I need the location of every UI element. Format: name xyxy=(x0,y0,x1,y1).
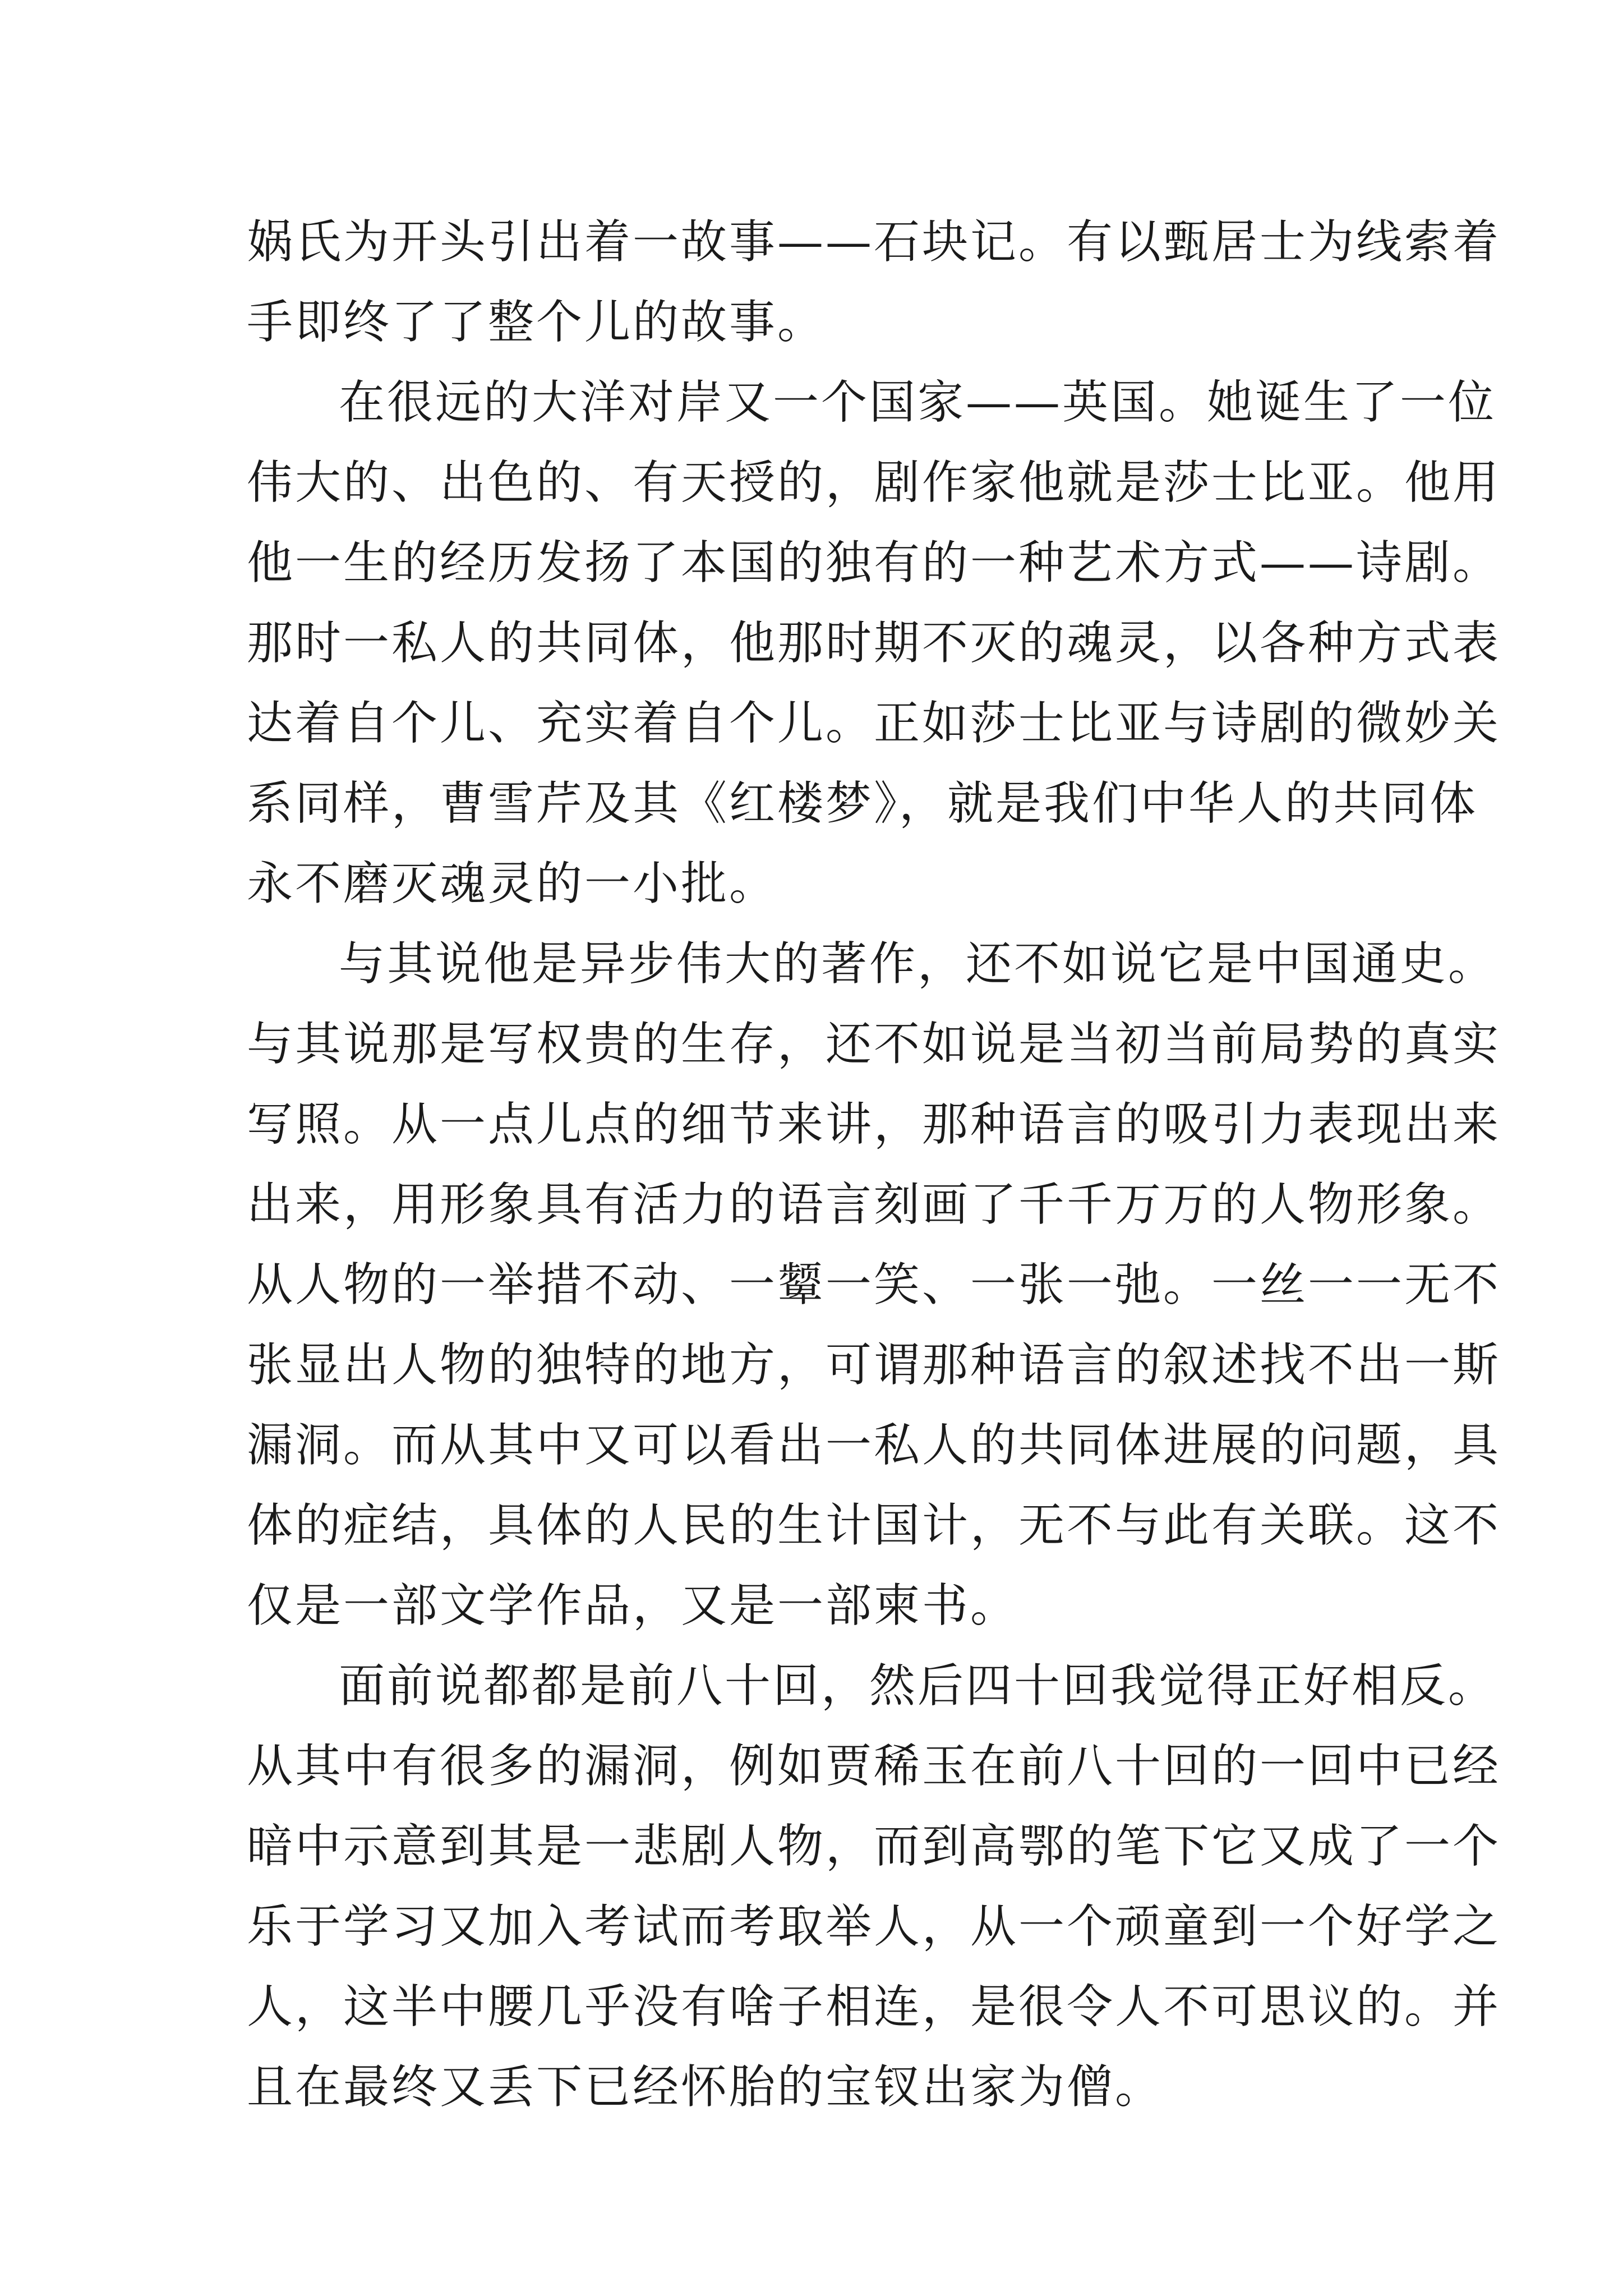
text-line: 体的症结，具体的人民的生计国计，无不与此有关联。这不 xyxy=(247,1499,1501,1552)
text-line: 永不磨灭魂灵的一小批。 xyxy=(247,857,778,910)
text-line: 达着自个儿、充实着自个儿。正如莎士比亚与诗剧的微妙关 xyxy=(247,697,1501,750)
text-line: 张显出人物的独特的地方，可谓那种语言的叙述找不出一斯 xyxy=(247,1338,1501,1392)
text-line: 他一生的经历发扬了本国的独有的一种艺术方式——诗剧。 xyxy=(247,536,1501,590)
text-line: 从人物的一举措不动、一颦一笑、一张一弛。一丝一一无不 xyxy=(247,1258,1501,1312)
text-line: 暗中示意到其是一悲剧人物，而到高鄂的笔下它又成了一个 xyxy=(247,1820,1501,1873)
paragraph-4 xyxy=(247,1646,1501,2127)
text-line: 系同样，曹雪芹及其《红楼梦》，就是我们中华人的共同体 xyxy=(247,777,1478,830)
paragraph-1 xyxy=(247,202,1501,362)
text-line: 娲氏为开头引出着一故事——石块记。有以甄居士为线索着 xyxy=(247,215,1501,269)
text-line: 漏洞。而从其中又可以看出一私人的共同体进展的问题，具 xyxy=(247,1419,1501,1472)
text-line: 从其中有很多的漏洞，例如贾稀玉在前八十回的一回中已经 xyxy=(247,1740,1501,1793)
paragraph-3 xyxy=(247,924,1501,1646)
body-text xyxy=(247,202,1501,2127)
paragraph-2 xyxy=(247,362,1501,924)
text-line: 写照。从一点儿点的细节来讲，那种语言的吸引力表现出来 xyxy=(247,1098,1501,1151)
text-line: 仅是一部文学作品，又是一部柬书。 xyxy=(247,1579,1019,1632)
text-line: 且在最终又丢下已经怀胎的宝钗出家为僧。 xyxy=(247,2060,1164,2114)
text-line: 乐于学习又加入考试而考取举人，从一个顽童到一个好学之 xyxy=(247,1900,1501,1953)
text-line: 与其说他是异步伟大的著作，还不如说它是中国通史。 xyxy=(339,937,1497,991)
text-line: 出来，用形象具有活力的语言刻画了千千万万的人物形象。 xyxy=(247,1178,1501,1231)
text-line: 伟大的、出色的、有天授的，剧作家他就是莎士比亚。他用 xyxy=(247,456,1501,509)
text-line: 在很远的大洋对岸又一个国家——英国。她诞生了一位 xyxy=(339,376,1497,429)
text-line: 人，这半中腰几乎没有啥子相连，是很令人不可思议的。并 xyxy=(247,1980,1501,2033)
text-line: 与其说那是写权贵的生存，还不如说是当初当前局势的真实 xyxy=(247,1018,1501,1071)
text-line: 面前说都都是前八十回，然后四十回我觉得正好相反。 xyxy=(339,1659,1497,1713)
text-line: 手即终了了整个儿的故事。 xyxy=(247,296,826,349)
text-line: 那时一私人的共同体，他那时期不灭的魂灵，以各种方式表 xyxy=(247,616,1501,670)
